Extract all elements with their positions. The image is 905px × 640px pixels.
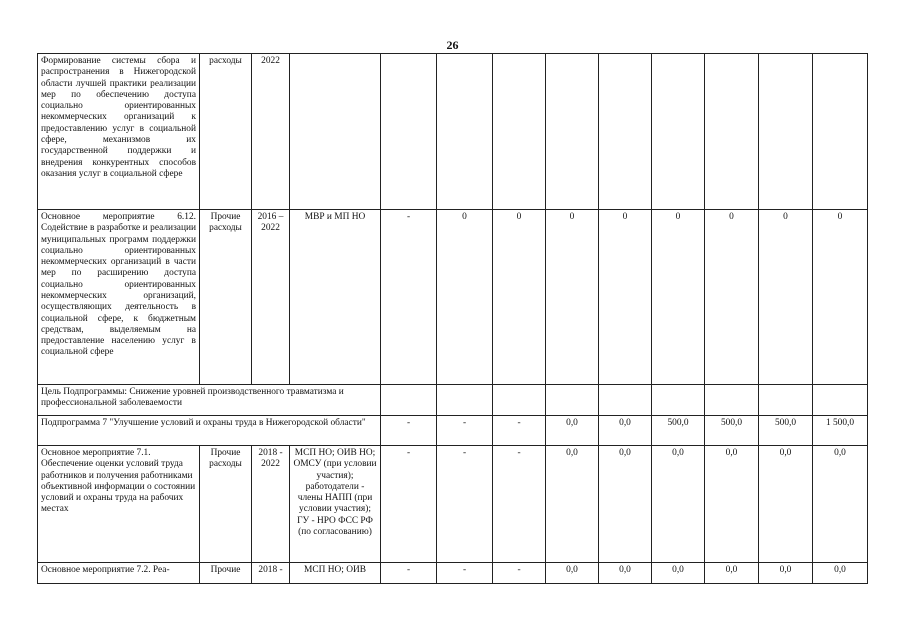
value-cell: 0	[813, 210, 868, 385]
value-cell	[759, 54, 813, 210]
value-cell: -	[381, 416, 437, 446]
value-cell: -	[381, 563, 437, 584]
activity-name: Основное мероприятие 7.1. Обеспечение оценки условий труда работников и получения работниками объективной информации о состоянии условий и охраны труда на рабочих местах	[38, 446, 200, 563]
value-cell	[493, 385, 546, 416]
value-cell: 0	[652, 210, 705, 385]
value-cell	[546, 385, 599, 416]
value-cell	[652, 385, 705, 416]
value-cell: -	[381, 446, 437, 563]
value-cell: 0	[437, 210, 493, 385]
value-cell: 1 500,0	[813, 416, 868, 446]
value-cell	[599, 54, 652, 210]
period: 2022	[252, 54, 290, 210]
table-row	[38, 210, 868, 385]
value-cell: 0,0	[599, 446, 652, 563]
value-cell: 0,0	[759, 563, 813, 584]
executor: МСП НО; ОИВ	[290, 563, 381, 584]
subprogram-goal: Цель Подпрограммы: Снижение уровней производственного травматизма и профессиональной заболеваемости	[38, 385, 381, 416]
value-cell	[652, 54, 705, 210]
value-cell: 0,0	[813, 563, 868, 584]
value-cell: 0,0	[546, 563, 599, 584]
value-cell: 0,0	[759, 446, 813, 563]
value-cell: 0,0	[705, 563, 759, 584]
page-number: 26	[446, 38, 459, 52]
activity-name: Основное мероприятие 6.12. Содействие в разработке и реализации муниципальных программ поддержки социально ориентированных некоммерческих организаций в части мер по расширению доступа социально ориентированных некоммерческих организаций, осуществляющих деятельность в социальной сфере, к бюджетным средствам, выделяемым на предоставление населению услуг в социальной сфере	[38, 210, 200, 385]
value-cell: 500,0	[652, 416, 705, 446]
value-cell	[813, 385, 868, 416]
value-cell	[381, 54, 437, 210]
value-cell: 0,0	[652, 563, 705, 584]
expense-type: Прочие	[200, 563, 252, 584]
value-cell	[493, 54, 546, 210]
value-cell: -	[493, 446, 546, 563]
table-row	[38, 563, 868, 584]
value-cell: -	[437, 446, 493, 563]
value-cell: 0,0	[546, 416, 599, 446]
value-cell: 0	[599, 210, 652, 385]
value-cell: -	[381, 210, 437, 385]
value-cell: 0,0	[652, 446, 705, 563]
executor: МСП НО; ОИВ НО; ОМСУ (при условии участия); работодатели - члены НАПП (при условии участия); ГУ - НРО ФСС РФ (по согласованию)	[290, 446, 381, 563]
activity-name: Основное мероприятие 7.2. Реа-	[38, 563, 200, 584]
value-cell	[705, 54, 759, 210]
value-cell	[705, 385, 759, 416]
value-cell: 500,0	[705, 416, 759, 446]
expense-type: Прочие расходы	[200, 446, 252, 563]
value-cell	[437, 54, 493, 210]
value-cell	[813, 54, 868, 210]
expense-type: расходы	[200, 54, 252, 210]
value-cell	[546, 54, 599, 210]
value-cell: 0	[759, 210, 813, 385]
value-cell: 0	[493, 210, 546, 385]
table-row	[38, 385, 868, 416]
value-cell: 0	[705, 210, 759, 385]
period: 2016 – 2022	[252, 210, 290, 385]
table-row	[38, 446, 868, 563]
executor	[290, 54, 381, 210]
program-table	[37, 53, 868, 584]
value-cell: 0,0	[546, 446, 599, 563]
value-cell: 0,0	[705, 446, 759, 563]
value-cell: -	[437, 563, 493, 584]
activity-name: Формирование системы сбора и распространения в Нижегородской области лучшей практики реализации мер по обеспечению доступа социально ориентированных некоммерческих организаций к предоставлению услуг в социальной сфере, механизмов их государственной поддержки и внедрения конкурентных способов оказания услуг в социальной сфере	[38, 54, 200, 210]
table-row	[38, 54, 868, 210]
period: 2018 - 2022	[252, 446, 290, 563]
value-cell: -	[493, 563, 546, 584]
value-cell: -	[437, 416, 493, 446]
value-cell: 0,0	[599, 563, 652, 584]
value-cell	[599, 385, 652, 416]
period: 2018 -	[252, 563, 290, 584]
value-cell	[437, 385, 493, 416]
value-cell: 0,0	[599, 416, 652, 446]
expense-type: Прочие расходы	[200, 210, 252, 385]
value-cell	[381, 385, 437, 416]
value-cell: 0,0	[813, 446, 868, 563]
value-cell: -	[493, 416, 546, 446]
table-row	[38, 416, 868, 446]
value-cell: 0	[546, 210, 599, 385]
subprogram-title: Подпрограмма 7 "Улучшение условий и охраны труда в Нижегородской области"	[38, 416, 381, 446]
executor: МВР и МП НО	[290, 210, 381, 385]
value-cell	[759, 385, 813, 416]
value-cell: 500,0	[759, 416, 813, 446]
